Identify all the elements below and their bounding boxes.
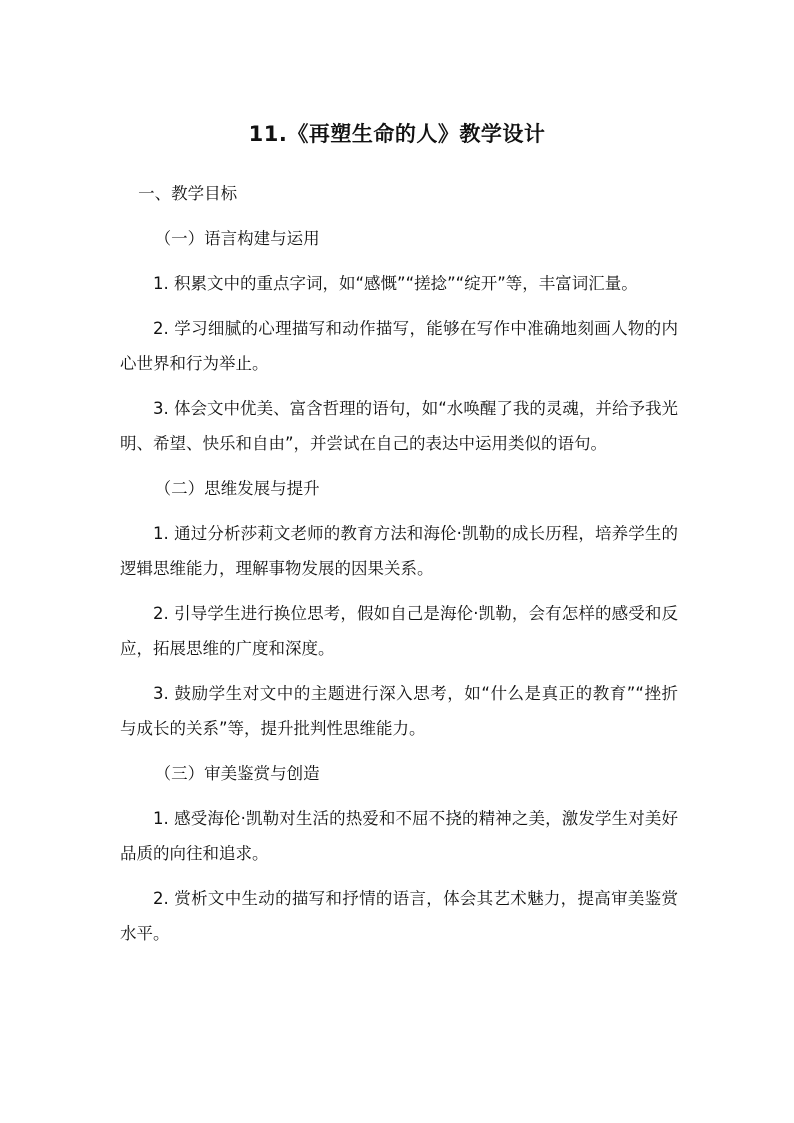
subsection-heading-language: （一）语言构建与运用 bbox=[154, 229, 320, 248]
document-title: 11.《再塑生命的人》教学设计 bbox=[248, 122, 546, 146]
paragraph: 2. 引导学生进行换位思考，假如自己是海伦·凯勒，会有怎样的感受和反应，拓展思维的广度和深度。 bbox=[120, 604, 678, 658]
subsection-heading-aesthetics: （三）审美鉴赏与创造 bbox=[154, 764, 320, 783]
paragraph: 3. 鼓励学生对文中的主题进行深入思考，如“什么是真正的教育”“挫折与成长的关系”等，提升批判性思维能力。 bbox=[120, 684, 678, 738]
paragraph: 2. 学习细腻的心理描写和动作描写，能够在写作中准确地刻画人物的内心世界和行为举止。 bbox=[120, 319, 678, 373]
paragraph: 1. 积累文中的重点字词，如“感慨”“搓捻”“绽开”等，丰富词汇量。 bbox=[153, 274, 638, 293]
paragraph: 2. 赏析文中生动的描写和抒情的语言，体会其艺术魅力，提高审美鉴赏水平。 bbox=[120, 889, 678, 943]
subsection-heading-thinking: （二）思维发展与提升 bbox=[154, 479, 320, 498]
paragraph: 3. 体会文中优美、富含哲理的语句，如“水唤醒了我的灵魂，并给予我光明、希望、快乐和自由”，并尝试在自己的表达中运用类似的语句。 bbox=[120, 399, 678, 453]
paragraph: 1. 感受海伦·凯勒对生活的热爱和不屈不挠的精神之美，激发学生对美好品质的向往和追求。 bbox=[120, 809, 678, 863]
section-heading-objectives: 一、教学目标 bbox=[138, 184, 238, 203]
document-body bbox=[120, 176, 678, 961]
paragraph: 1. 通过分析莎莉文老师的教育方法和海伦·凯勒的成长历程，培养学生的逻辑思维能力，理解事物发展的因果关系。 bbox=[120, 524, 678, 578]
